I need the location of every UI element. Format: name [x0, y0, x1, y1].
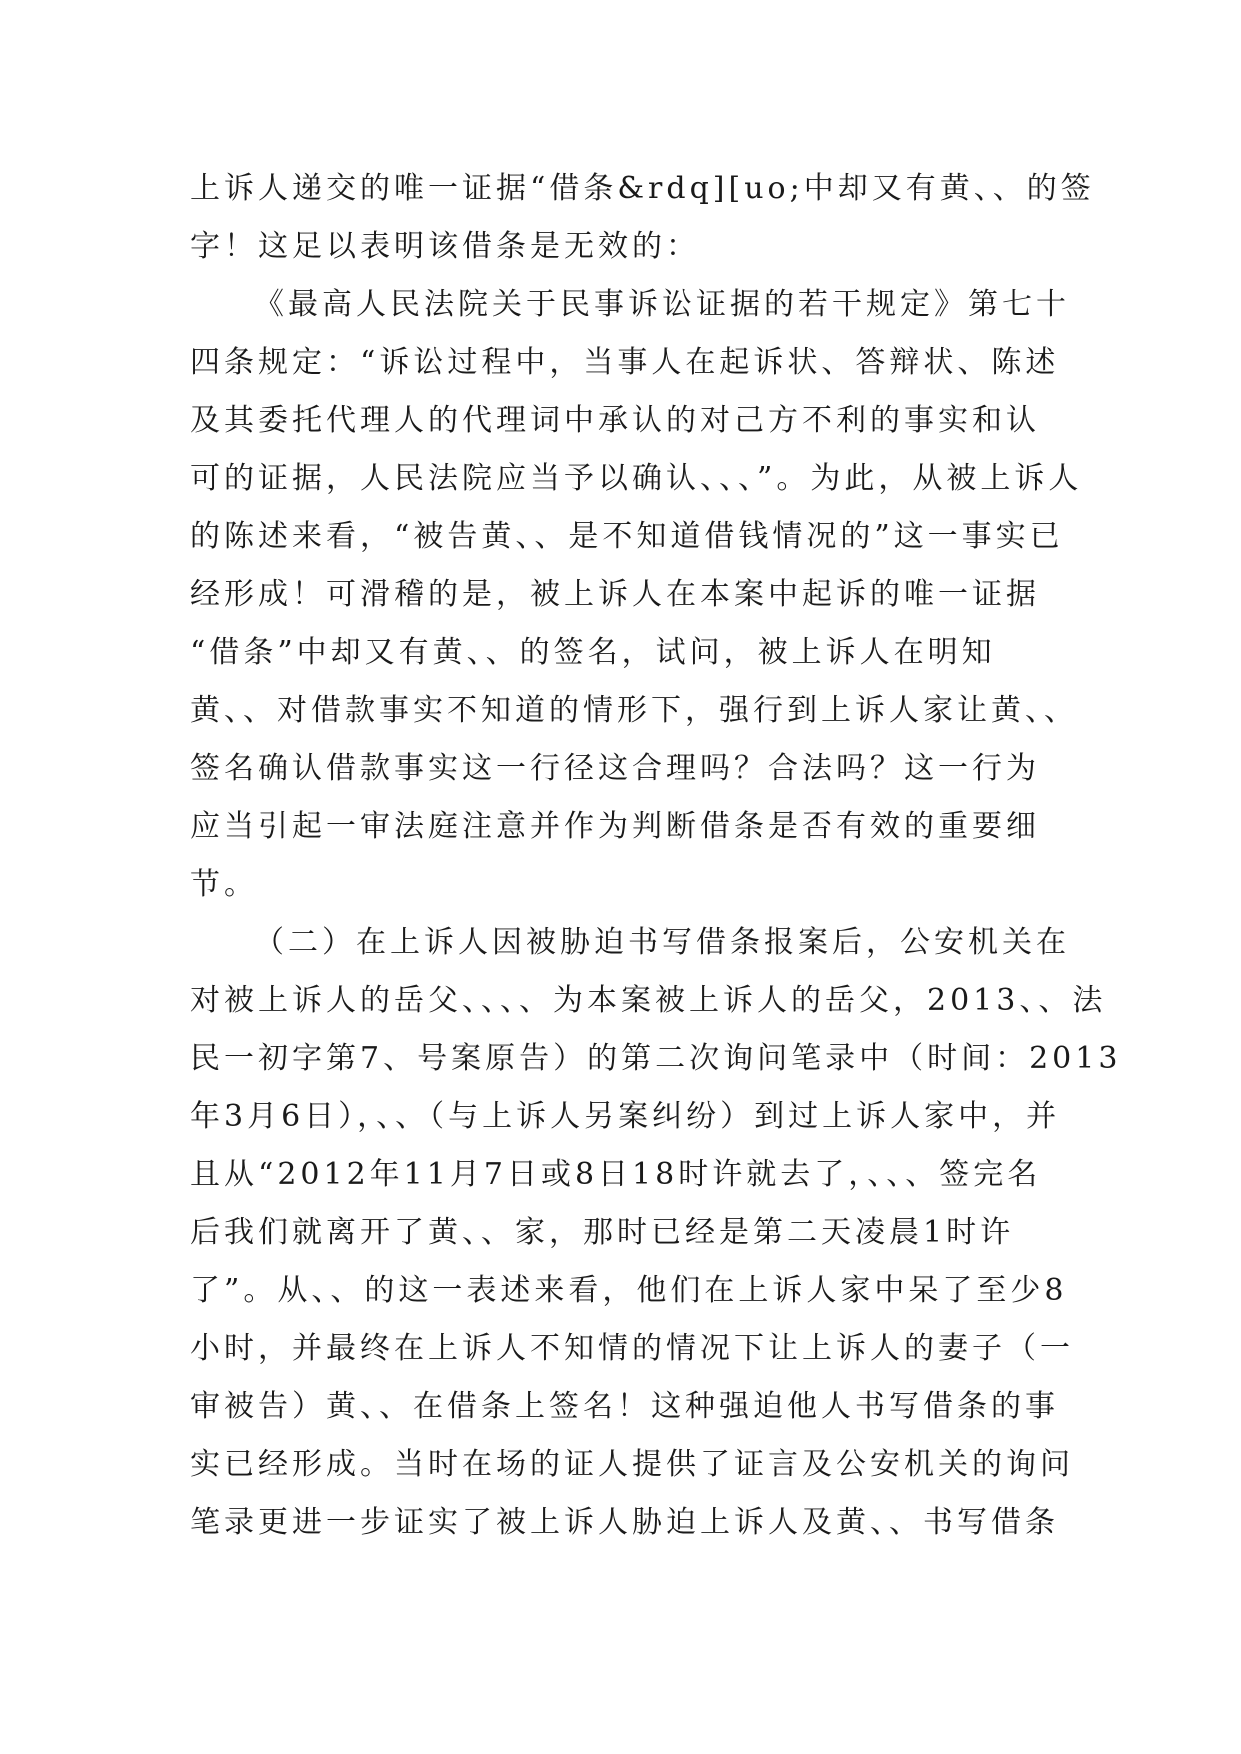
text-line: 上诉人递交的唯一证据“借条&rdq][uo;中却又有黄、、的签	[190, 171, 1095, 206]
paragraph-start-line: （二）在上诉人因被胁迫书写借条报案后，公安机关在	[254, 925, 1070, 960]
text-line: “借条”中却又有黄、、的签名，试问，被上诉人在明知	[190, 635, 996, 670]
text-line: 节。	[190, 867, 258, 902]
text-line: 应当引起一审法庭注意并作为判断借条是否有效的重要细	[190, 809, 1040, 844]
text-line: 黄、、对借款事实不知道的情形下，强行到上诉人家让黄、、	[190, 693, 1078, 728]
document-body	[190, 160, 1122, 1552]
text-line: 的陈述来看，“被告黄、、是不知道借钱情况的”这一事实已	[190, 519, 1064, 554]
text-line: 四条规定：“诉讼过程中，当事人在起诉状、答辩状、陈述	[190, 345, 1060, 380]
text-line: 笔录更进一步证实了被上诉人胁迫上诉人及黄、、书写借条	[190, 1505, 1059, 1540]
text-line: 字！这足以表明该借条是无效的：	[190, 229, 700, 264]
text-line: 对被上诉人的岳父、、、、为本案被上诉人的岳父，2013、、法	[190, 983, 1107, 1018]
text-line: 后我们就离开了黄、、家，那时已经是第二天凌晨1时许	[190, 1215, 1015, 1250]
text-line: 了”。从、、的这一表述来看，他们在上诉人家中呆了至少8	[190, 1273, 1068, 1308]
text-line: 可的证据，人民法院应当予以确认、、、”。为此，从被上诉人	[190, 461, 1083, 496]
text-line: 民一初字第7、号案原告）的第二次询问笔录中（时间：2013	[190, 1041, 1122, 1076]
text-line: 签名确认借款事实这一行径这合理吗？合法吗？这一行为	[190, 751, 1040, 786]
text-line: 经形成！可滑稽的是，被上诉人在本案中起诉的唯一证据	[190, 577, 1040, 612]
paragraph-start-line: 《最高人民法院关于民事诉讼证据的若干规定》第七十	[254, 287, 1070, 322]
text-line: 且从“2012年11月7日或8日18时许就去了，、、、签完名	[190, 1157, 1042, 1192]
text-line: 审被告）黄、、在借条上签名！这种强迫他人书写借条的事	[190, 1389, 1059, 1424]
text-line: 年3月6日），、、（与上诉人另案纠纷）到过上诉人家中，并	[190, 1099, 1061, 1134]
text-line: 及其委托代理人的代理词中承认的对己方不利的事实和认	[190, 403, 1040, 438]
text-line: 实已经形成。当时在场的证人提供了证言及公安机关的询问	[190, 1447, 1074, 1482]
text-line: 小时，并最终在上诉人不知情的情况下让上诉人的妻子（一	[190, 1331, 1074, 1366]
